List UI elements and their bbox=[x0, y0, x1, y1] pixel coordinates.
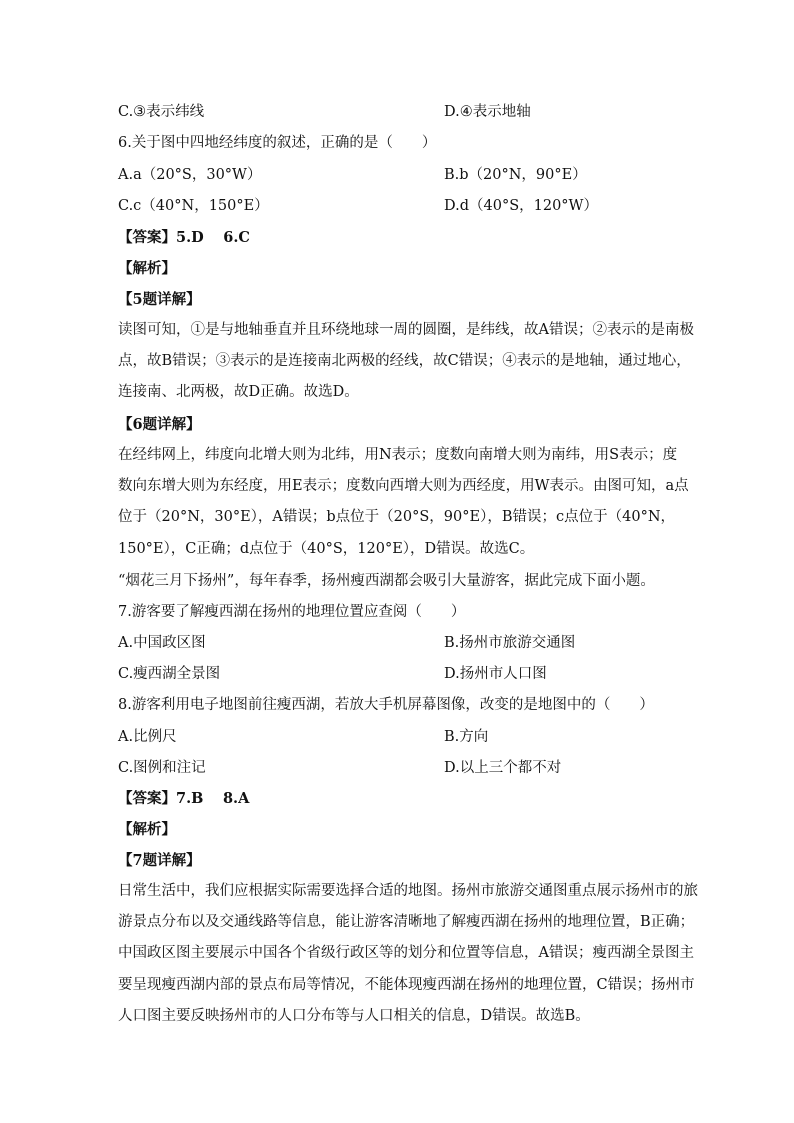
answer-7-8: 【答案】7.B 8.A bbox=[118, 790, 250, 807]
q6-detail-line: 150°E），C正确；d点位于（40°S，120°E），D错误。故选C。 bbox=[118, 540, 535, 557]
q5-detail-line: 读图可知，①是与地轴垂直并且环绕地球一周的圆圈，是纬线，故A错误；②表示的是南极 bbox=[118, 322, 694, 338]
q7-option-c: C.瘦西湖全景图 bbox=[118, 666, 221, 682]
answer-5-6: 【答案】5.D 6.C bbox=[118, 229, 250, 246]
q6-stem: 6.关于图中四地经纬度的叙述，正确的是（ ） bbox=[118, 135, 437, 151]
analysis-heading-2: 【解析】 bbox=[118, 821, 176, 838]
analysis-heading-1: 【解析】 bbox=[118, 260, 176, 277]
q7-detail-line: 中国政区图主要展示中国各个省级行政区等的划分和位置等信息，A错误；瘦西湖全景图主 bbox=[118, 945, 694, 962]
q6-option-c: C.c（40°N，150°E） bbox=[118, 198, 269, 214]
q7-stem: 7.游客要了解瘦西湖在扬州的地理位置应查阅（ ） bbox=[118, 604, 466, 620]
q8-option-a: A.比例尺 bbox=[118, 729, 177, 745]
q5-option-c: C.③表示纬线 bbox=[118, 104, 205, 120]
q5-detail-line: 连接南、北两极，故D正确。故选D。 bbox=[118, 384, 359, 401]
q6-detail-heading: 【6题详解】 bbox=[118, 416, 201, 433]
q5-option-d: D.④表示地轴 bbox=[444, 104, 531, 120]
q7-detail-line: 游景点分布以及交通线路等信息，能让游客清晰地了解瘦西湖在扬州的地理位置，B正确； bbox=[118, 914, 695, 931]
q6-detail-line: 数向东增大则为东经度，用E表示；度数向西增大则为西经度，用W表示。由图可知，a点 bbox=[118, 478, 689, 495]
q7-option-d: D.扬州市人口图 bbox=[444, 666, 547, 682]
q6-option-a: A.a（20°S，30°W） bbox=[118, 167, 262, 183]
q6-detail-text bbox=[118, 440, 689, 565]
q8-option-c: C.图例和注记 bbox=[118, 760, 206, 776]
q7-detail-line: 日常生活中，我们应根据实际需要选择合适的地图。扬州市旅游交通图重点展示扬州市的旅 bbox=[118, 883, 698, 899]
q8-stem: 8.游客利用电子地图前往瘦西湖，若放大手机屏幕图像，改变的是地图中的（ ） bbox=[118, 697, 654, 713]
q7-option-a: A.中国政区图 bbox=[118, 635, 206, 651]
q6-option-d: D.d（40°S，120°W） bbox=[444, 198, 598, 214]
question-intro: “烟花三月下扬州”，每年春季，扬州瘦西湖都会吸引大量游客，据此完成下面小题。 bbox=[118, 573, 655, 589]
q6-detail-line: 位于（20°N，30°E），A错误；b点位于（20°S，90°E），B错误；c点位于（40°N， bbox=[118, 509, 676, 526]
q7-detail-text bbox=[118, 876, 698, 1032]
q6-option-b: B.b（20°N，90°E） bbox=[444, 167, 587, 183]
q6-detail-line: 在经纬网上，纬度向北增大则为北纬，用N表示；度数向南增大则为南纬，用S表示；度 bbox=[118, 447, 678, 463]
q7-detail-line: 要呈现瘦西湖内部的景点布局等情况，不能体现瘦西湖在扬州的地理位置，C错误；扬州市 bbox=[118, 976, 695, 993]
q7-option-b: B.扬州市旅游交通图 bbox=[444, 635, 576, 651]
q7-detail-heading: 【7题详解】 bbox=[118, 852, 201, 869]
q8-option-b: B.方向 bbox=[444, 729, 489, 745]
q5-detail-text bbox=[118, 315, 694, 409]
q5-detail-line: 点，故B错误；③表示的是连接南北两极的经线，故C错误；④表示的是地轴，通过地心， bbox=[118, 353, 691, 370]
q7-detail-line: 人口图主要反映扬州市的人口分布等与人口相关的信息，D错误。故选B。 bbox=[118, 1007, 590, 1024]
q5-detail-heading: 【5题详解】 bbox=[118, 291, 201, 308]
q8-option-d: D.以上三个都不对 bbox=[444, 760, 562, 776]
